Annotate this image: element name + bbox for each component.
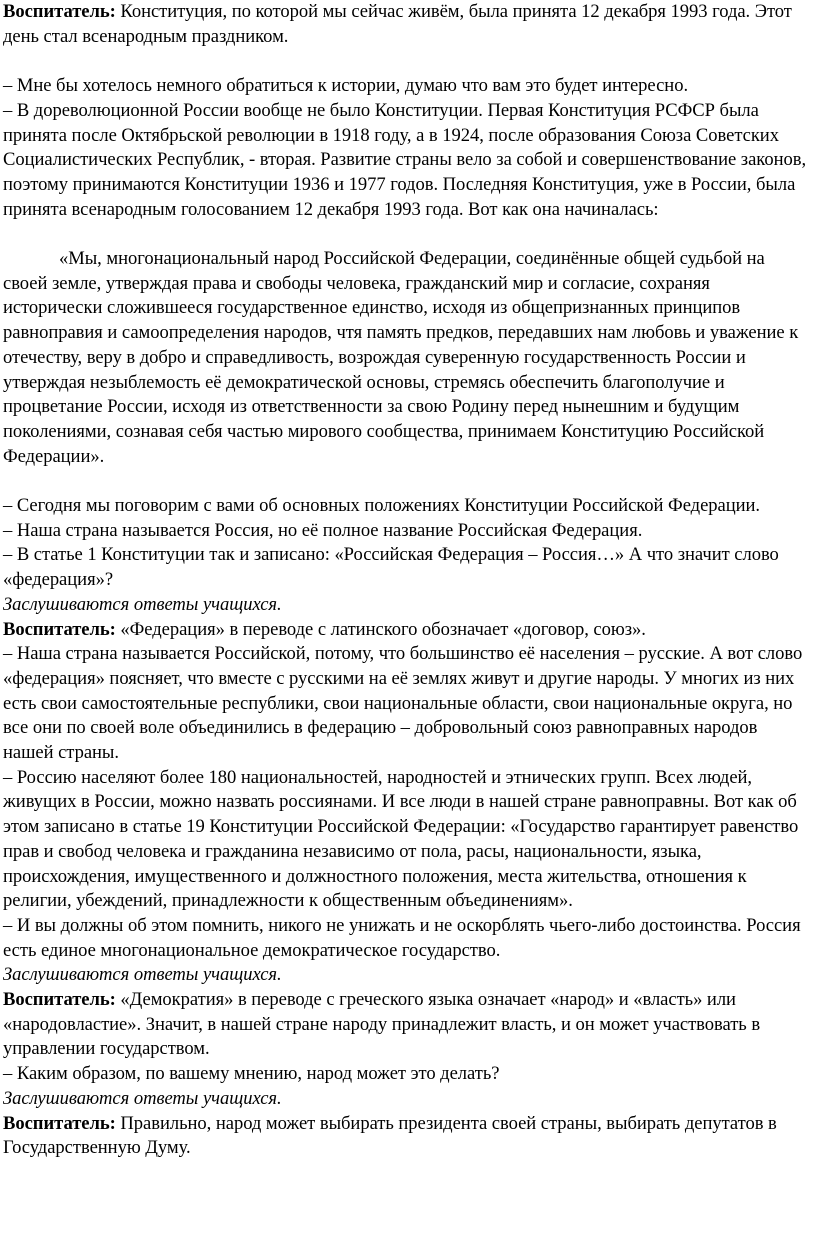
speaker-paragraph <box>3 1112 808 1161</box>
speaker-label: Воспитатель: <box>3 1 116 22</box>
paragraph: – В дореволюционной России вообще не было Конституции. Первая Конституция РСФСР была принята после Октябрьской революции в 1918 году, а в 1924, после образования Союза Советских Социалистических Республик, - вторая. Развитие страны вело за собой и совершенствование законов, поэтому принимаются Конституции 1936 и 1977 годов. Последняя Конституция, уже в России, была принята всенародным голосованием 12 декабря 1993 года. Вот как она начиналась: <box>3 99 807 220</box>
paragraph: – В статье 1 Конституции так и записано: «Российская Федерация – Россия…» А что значит слово «федерация»? <box>3 544 779 591</box>
paragraph-text: Конституция, по которой мы сейчас живём, была принята 12 декабря 1993 года. Этот день стал всенародным праздником. <box>3 1 792 47</box>
blank-line <box>3 49 808 74</box>
stage-note: Заслушиваются ответы учащихся. <box>3 964 282 986</box>
paragraph-text: «Федерация» в переводе с латинского обозначает «договор, союз». <box>115 618 646 640</box>
paragraph-text: Правильно, народ может выбирать президента своей страны, выбирать депутатов в Государственную Думу. <box>3 1112 777 1159</box>
paragraph: – Россию населяют более 180 национальностей, народностей и этнических групп. Всех людей, живущих в России, можно назвать россиянами. И все люди в нашей стране равноправны. Вот как об этом записано в статье 19 Конституции Российской Федерации: «Государство гарантирует равенство прав и свобод человека и гражданина независимо от пола, расы, национальности, языка, происхождения, имущественного и должностного положения, места жительства, отношения к религии, убеждений, принадлежности к общественным объединениям». <box>3 766 799 912</box>
paragraph: – Наша страна называется Россия, но её полное название Российская Федерация. <box>3 519 643 541</box>
constitution-preamble-quote: «Мы, многонациональный народ Российской Федерации, соединённые общей судьбой на своей земле, утверждая права и свободы человека, гражданский мир и согласие, сохраняя исторически сложившееся государственное единство, исходя из общепризнанных принципов равноправия и самоопределения народов, чтя память предков, передавших нам любовь и уважение к отечеству, веру в добро и справедливость, возрождая суверенную государственность России и утверждая незыблемость её демократической основы, стремясь обеспечить благополучие и процветание России, исходя из ответственности за свою Родину перед нынешним и будущим поколениями, сознавая себя частью мирового сообщества, принимаем Конституцию Российской Федерации». <box>3 248 799 467</box>
blank-line <box>3 469 808 494</box>
paragraph: – Мне бы хотелось немного обратиться к истории, думаю что вам это будет интересно. <box>3 75 689 97</box>
paragraph: – Сегодня мы поговорим с вами об основных положениях Конституции Российской Федерации. <box>3 495 761 517</box>
paragraph: – И вы должны об этом помнить, никого не унижать и не оскорблять чьего-либо достоинства. Россия есть единое многонациональное демократическое государство. <box>3 914 801 961</box>
paragraph: – Наша страна называется Российской, потому, что большинство её населения – русские. А вот слово «федерация» поясняет, что вместе с русскими на её землях живут и другие народы. У многих из них есть свои самостоятельные республики, свои национальные области, свои национальные округа, но все они по своей воле объединились в федерацию – добровольный союз равноправных народов нашей страны. <box>3 643 803 764</box>
stage-note: Заслушиваются ответы учащихся. <box>3 593 282 615</box>
paragraph: – Каким образом, по вашему мнению, народ может это делать? <box>3 1063 500 1085</box>
speaker-paragraph <box>3 0 808 49</box>
speaker-label: Воспитатель: <box>3 989 116 1011</box>
paragraph-text: «Демократия» в переводе с греческого языка означает «народ» и «власть» или «народовластие». Значит, в нашей стране народу принадлежит власть, и он может участвовать в управлении государством. <box>3 989 761 1060</box>
stage-note: Заслушиваются ответы учащихся. <box>3 1087 282 1109</box>
speaker-label: Воспитатель: <box>3 1112 116 1134</box>
speaker-label: Воспитатель: <box>3 618 116 640</box>
blank-line <box>3 222 808 247</box>
speaker-paragraph <box>3 988 808 1062</box>
speaker-paragraph <box>3 618 808 643</box>
